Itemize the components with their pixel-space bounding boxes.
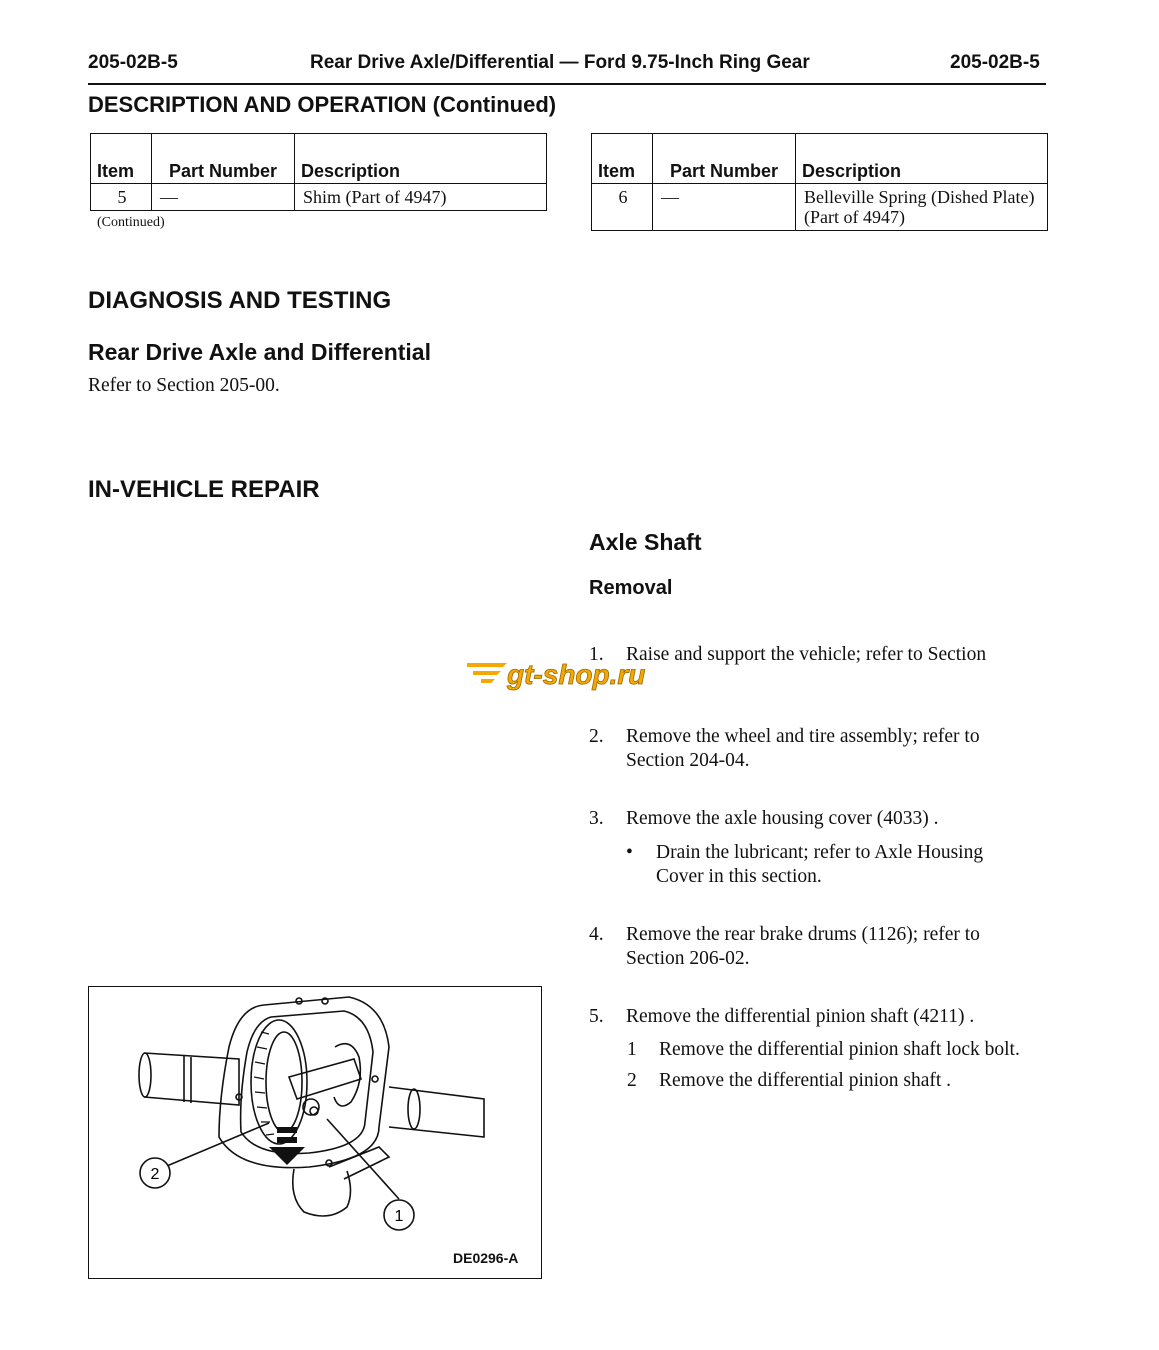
step-number: 1. xyxy=(589,644,604,665)
substep-text: Remove the differential pinion shaft . xyxy=(659,1070,952,1091)
table-row xyxy=(91,184,547,211)
substep-number: 1 xyxy=(627,1039,637,1060)
section-description-title: DESCRIPTION AND OPERATION (Continued) xyxy=(88,92,557,117)
substep-text: Remove the differential pinion shaft lock bolt. xyxy=(659,1039,1020,1060)
pinion-housing xyxy=(293,1169,351,1216)
step-text: Remove the axle housing cover (4033) . xyxy=(626,808,939,829)
substep-number: 2 xyxy=(627,1070,637,1091)
bracket xyxy=(329,1147,389,1179)
cell-description: Shim (Part of 4947) xyxy=(295,184,547,211)
cell-description: Belleville Spring (Dished Plate) (Part of 4947) xyxy=(796,184,1048,231)
col-description: Description xyxy=(796,134,1048,184)
callout-2-label: 2 xyxy=(150,1166,160,1183)
watermark-text: gt-shop.ru xyxy=(507,659,646,690)
col-item: Item xyxy=(592,134,653,184)
gt-shop-logo xyxy=(467,657,697,691)
down-arrow-icon xyxy=(269,1147,305,1165)
cell-part-number: — xyxy=(653,184,796,231)
parts-table-right xyxy=(591,133,1048,231)
axle-shaft-title: Axle Shaft xyxy=(589,529,702,555)
step-number: 4. xyxy=(589,924,604,945)
cell-item: 5 xyxy=(91,184,152,211)
diagnosis-text: Refer to Section 205-00. xyxy=(88,375,280,396)
differential-illustration xyxy=(89,987,541,1278)
diagnosis-title: DIAGNOSIS AND TESTING xyxy=(88,287,392,314)
cell-item: 6 xyxy=(592,184,653,231)
step-text: Remove the rear brake drums (1126); refer to Section 206-02. xyxy=(626,924,980,969)
bullet-text: Drain the lubricant; refer to Axle Housing Cover in this section. xyxy=(656,842,984,887)
callout-1-label: 1 xyxy=(394,1208,404,1225)
invehicle-title: IN-VEHICLE REPAIR xyxy=(88,476,320,503)
col-item: Item xyxy=(91,134,152,184)
step-text: Remove the differential pinion shaft (4211) . xyxy=(626,1006,975,1027)
step-number: 3. xyxy=(589,808,604,829)
col-part-number: Part Number xyxy=(653,134,796,184)
header-left-code: 205-02B-5 xyxy=(88,52,178,73)
diagnosis-subtitle: Rear Drive Axle and Differential xyxy=(88,339,431,365)
parts-table-left xyxy=(90,133,547,211)
col-part-number: Part Number xyxy=(152,134,295,184)
table-row xyxy=(592,184,1048,231)
cell-part-number: — xyxy=(152,184,295,211)
ring-gear xyxy=(251,1020,307,1144)
step-number: 2. xyxy=(589,726,604,747)
removal-title: Removal xyxy=(589,577,673,599)
figure-differential xyxy=(88,986,542,1279)
bullet-marker: • xyxy=(626,842,633,863)
pinion-shaft xyxy=(289,1059,361,1099)
step-text: Remove the wheel and tire assembly; refer to Section 204-04. xyxy=(626,726,980,771)
leader-2 xyxy=(155,1123,269,1171)
step-number: 5. xyxy=(589,1006,604,1027)
table-continued-note: (Continued) xyxy=(97,215,165,230)
col-description: Description xyxy=(295,134,547,184)
right-axle-tube xyxy=(389,1087,484,1137)
figure-id: DE0296-A xyxy=(453,1250,519,1266)
header-rule xyxy=(88,83,1046,85)
step-text: Raise and support the vehicle; refer to Section xyxy=(626,644,987,665)
header-right-code: 205-02B-5 xyxy=(950,52,1040,73)
header-title: Rear Drive Axle/Differential — Ford 9.75-Inch Ring Gear xyxy=(310,52,810,73)
